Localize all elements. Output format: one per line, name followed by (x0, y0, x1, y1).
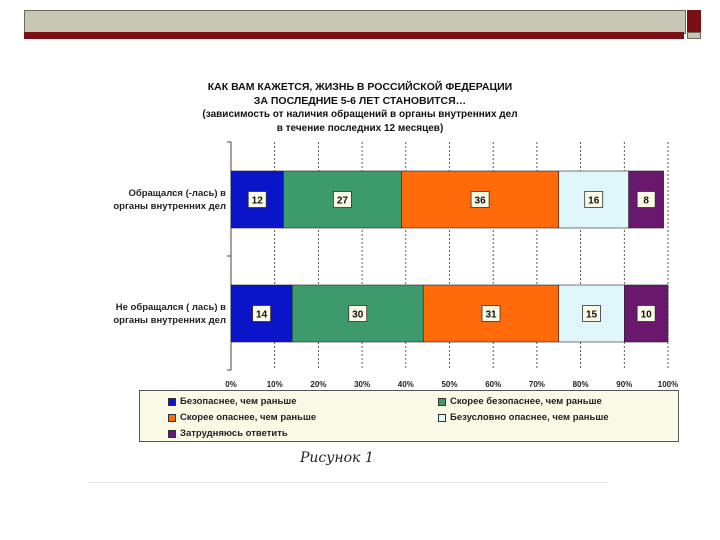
row-label-not-contacted-line-1: Не обращался ( лась) в (115, 302, 226, 313)
chart-subtitle-line-1: (зависимость от наличия обращений в органы внутренних дел (202, 109, 518, 120)
legend-item-safer (168, 396, 297, 407)
data-label: 27 (336, 195, 348, 207)
legend-item-hard-to-say (168, 428, 288, 439)
x-tick-label: 80% (572, 380, 589, 389)
data-label: 15 (585, 309, 598, 321)
legend-item-rather-dangerous (168, 412, 316, 423)
x-tick-label: 0% (225, 380, 237, 389)
legend-label-rather-dangerous: Скорее опаснее, чем раньше (180, 412, 317, 423)
x-tick-label: 70% (528, 380, 545, 389)
legend-label-definitely-dangerous: Безусловно опаснее, чем раньше (450, 412, 609, 423)
chart-title-line-2: ЗА ПОСЛЕДНИЕ 5-6 ЛЕТ СТАНОВИТСЯ… (253, 95, 467, 107)
chart-legend (139, 390, 679, 442)
data-label: 30 (352, 309, 364, 321)
row-label-contacted-line-2: органы внутренних дел (113, 201, 226, 212)
x-tick-label: 60% (485, 380, 502, 389)
legend-swatch-rather-safer (438, 398, 446, 406)
x-tick-label: 90% (616, 380, 633, 389)
chart-subtitle-line-2: в течение последних 12 месяцев) (276, 123, 444, 134)
x-tick-label: 40% (397, 380, 414, 389)
legend-label-safer: Безопаснее, чем раньше (180, 396, 297, 407)
row-label-not-contacted-line-2: органы внутренних дел (113, 315, 226, 326)
legend-item-definitely-dangerous (438, 412, 609, 423)
data-label: 36 (474, 195, 486, 207)
x-tick-label: 20% (310, 380, 327, 389)
row-label-contacted-line-1: Обращался (-лась) в (128, 188, 226, 199)
x-tick-label: 30% (354, 380, 371, 389)
chart-title-line-1: КАК ВАМ КАЖЕТСЯ, ЖИЗНЬ В РОССИЙСКОЙ ФЕДЕРАЦИИ (207, 81, 513, 93)
x-tick-label: 10% (266, 380, 283, 389)
figure-caption: Рисунок 1 (300, 450, 374, 466)
legend-item-rather-safer (438, 396, 602, 407)
data-label: 8 (643, 195, 649, 207)
legend-swatch-safer (168, 398, 176, 406)
x-tick-label: 50% (441, 380, 458, 389)
data-label: 12 (251, 195, 263, 207)
legend-swatch-definitely-dangerous (438, 414, 446, 422)
faint-text-line (88, 482, 608, 483)
legend-label-rather-safer: Скорее безопаснее, чем раньше (450, 396, 602, 407)
data-label: 16 (588, 195, 600, 207)
x-tick-label: 100% (657, 380, 679, 389)
legend-label-hard-to-say: Затрудняюсь ответить (180, 428, 288, 439)
legend-swatch-hard-to-say (168, 430, 176, 438)
data-label: 10 (640, 309, 652, 321)
data-label: 14 (256, 309, 268, 321)
data-label: 31 (485, 309, 497, 321)
legend-swatch-rather-dangerous (168, 414, 176, 422)
